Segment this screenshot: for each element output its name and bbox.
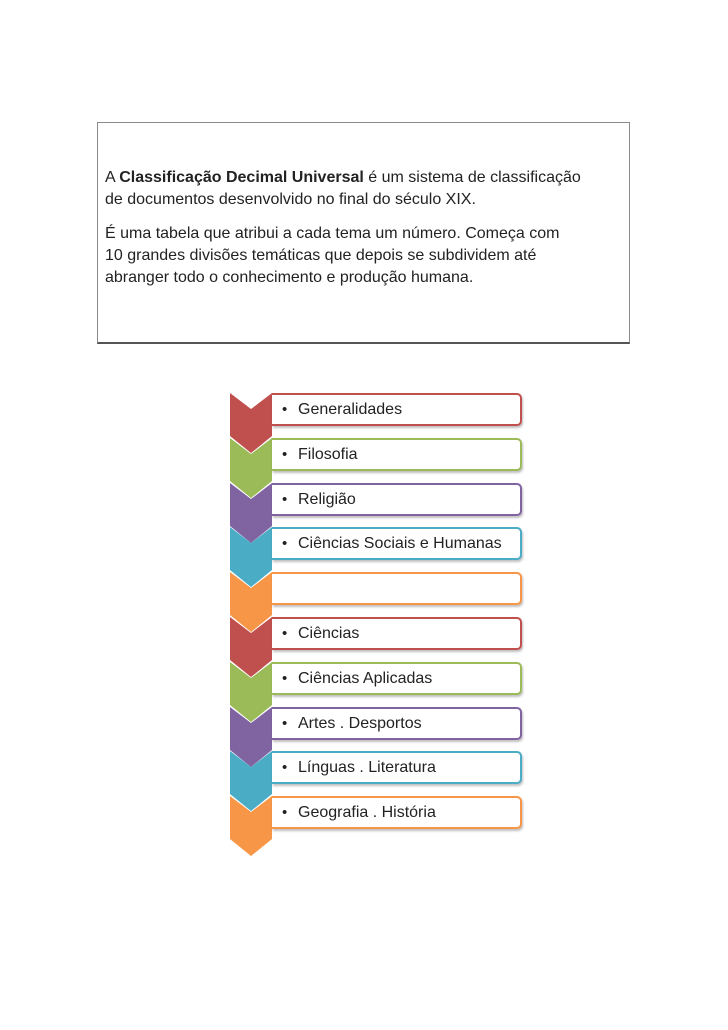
division-label: Ciências Aplicadas (298, 670, 433, 687)
division-label: Geografia . História (298, 804, 436, 821)
division-row (230, 617, 525, 654)
intro-p2-line2: 10 grandes divisões temáticas que depois se subdividem até (105, 247, 537, 264)
division-chevron-shape (230, 393, 272, 453)
intro-p1-bold-term: Classificação Decimal Universal (119, 169, 364, 186)
division-label-box (272, 572, 522, 605)
division-label-box (272, 796, 522, 829)
division-label-box (272, 617, 522, 650)
bullet-marker: • (282, 535, 288, 552)
division-label: Generalidades (298, 401, 403, 418)
division-label: Filosofia (298, 446, 358, 463)
intro-p2-line1: É uma tabela que atribui a cada tema um número. Começa com (105, 225, 560, 242)
division-label-box (272, 483, 522, 516)
bullet-marker: • (282, 670, 288, 687)
bullet-marker: • (282, 401, 288, 418)
division-label-box (272, 751, 522, 784)
division-label: Línguas . Literatura (298, 759, 436, 776)
bullet-marker: • (282, 625, 288, 642)
intro-p2-line3: abranger todo o conhecimento e produção humana. (105, 269, 474, 286)
division-label-box (272, 527, 522, 560)
bullet-marker: • (282, 715, 288, 732)
division-label-box (272, 438, 522, 471)
division-label-box (272, 662, 522, 695)
intro-p1-line2: de documentos desenvolvido no final do século XIX. (105, 191, 476, 208)
bullet-marker: • (282, 491, 288, 508)
division-row (230, 662, 525, 699)
division-chevron (230, 393, 272, 455)
division-row (230, 751, 525, 788)
division-row (230, 796, 525, 833)
bullet-marker: • (282, 446, 288, 463)
division-row (230, 707, 525, 744)
division-row (230, 438, 525, 475)
intro-p1-line1-rest: é um sistema de classificação (363, 169, 581, 186)
division-label-box (272, 393, 522, 426)
division-row (230, 393, 525, 430)
division-row (230, 572, 525, 609)
division-row (230, 483, 525, 520)
division-label-box (272, 707, 522, 740)
bullet-marker: • (282, 759, 288, 776)
division-label: Artes . Desportos (298, 715, 422, 732)
division-label: Ciências (298, 625, 360, 642)
bullet-marker: • (282, 804, 288, 821)
division-label: Religião (298, 491, 356, 508)
division-label: Ciências Sociais e Humanas (298, 535, 502, 552)
division-row (230, 527, 525, 564)
intro-p1-prefix: A (105, 169, 120, 186)
